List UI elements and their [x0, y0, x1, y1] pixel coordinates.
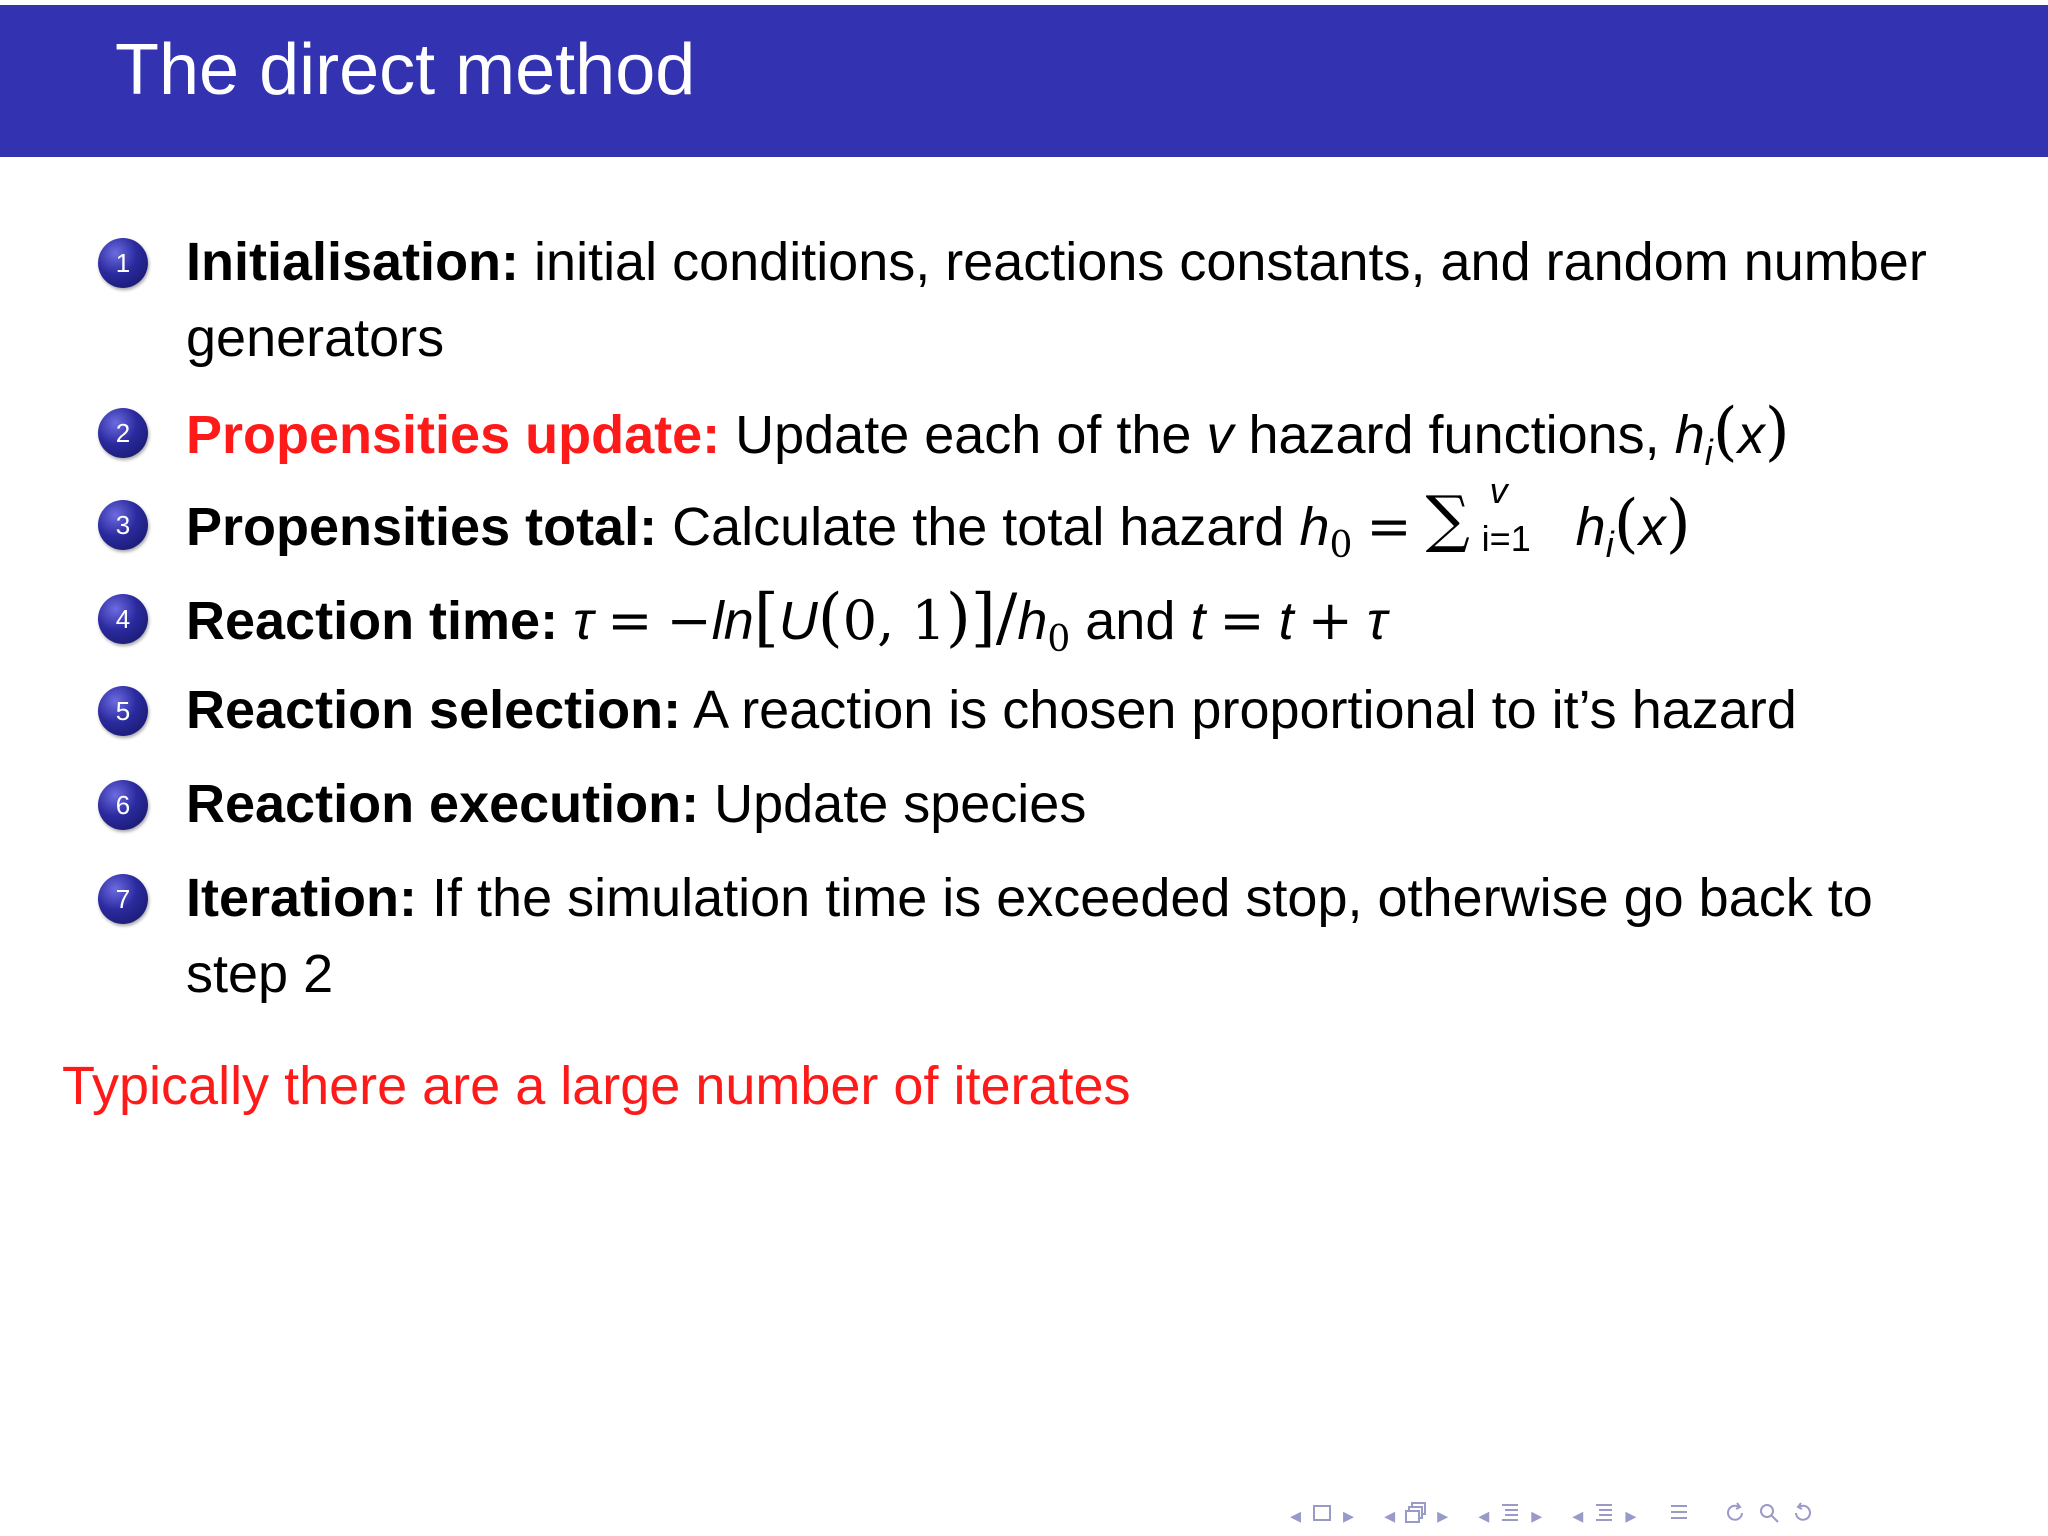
section-icon[interactable] — [1497, 1500, 1523, 1532]
math-bracket: [ — [753, 581, 779, 655]
math-variable: h — [1575, 497, 1606, 557]
math-subscript: i — [1704, 432, 1713, 473]
step-label: Reaction execution: — [186, 774, 700, 834]
step-text — [186, 766, 1986, 842]
step-description: If the simulation time is exceeded stop, otherwise go back to — [417, 868, 1873, 928]
search-icon[interactable] — [1756, 1500, 1782, 1532]
math-subscript: 0 — [1329, 525, 1353, 566]
step-description: initial conditions, reactions constants, and random number — [519, 232, 1927, 292]
math-variable: τ — [573, 591, 594, 651]
step-text — [186, 394, 1986, 473]
step-text — [186, 860, 1986, 936]
step-number-badge: 6 — [98, 780, 148, 830]
math-paren: ( — [1712, 395, 1738, 469]
section-list-icon[interactable] — [1591, 1500, 1617, 1532]
step-label-highlighted: Propensities update: — [186, 405, 721, 465]
step-text — [186, 672, 1986, 748]
step-label: Reaction selection: — [186, 680, 682, 740]
arrow-right-icon[interactable]: ▸ — [1437, 1503, 1449, 1528]
math-subscript: i — [1605, 524, 1614, 565]
step-text — [186, 224, 1986, 300]
step-text — [186, 580, 1986, 659]
arrow-left-icon[interactable]: ◂ — [1572, 1503, 1584, 1528]
step-description: Update species — [699, 774, 1087, 834]
step-description-line2: step 2 — [186, 944, 334, 1004]
step-description: Update each of the — [720, 405, 1207, 465]
math-variable: h — [1299, 497, 1330, 557]
math-paren: ) — [945, 581, 971, 655]
step-text — [186, 470, 1986, 566]
math-bracket: ] — [970, 581, 996, 655]
math-variable: U — [778, 591, 818, 651]
step-description-line2: generators — [186, 308, 445, 368]
toc-icon[interactable] — [1666, 1500, 1692, 1532]
math-variable: x — [1737, 405, 1765, 465]
beamer-navigation-bar — [1290, 1498, 1816, 1534]
math-variable: x — [1638, 497, 1666, 557]
redo-icon[interactable] — [1790, 1500, 1816, 1532]
step-label: Reaction time: — [186, 591, 559, 651]
slide-header — [0, 5, 2048, 157]
step-label: Propensities total: — [186, 497, 658, 557]
step-number-badge: 4 — [98, 594, 148, 644]
step-text-continued — [186, 300, 1986, 376]
math-operator: = — [1219, 589, 1265, 652]
arrow-left-icon[interactable]: ◂ — [1384, 1503, 1396, 1528]
alert-note: Typically there are a large number of iterates — [62, 1056, 1131, 1116]
math-subscript: 0 — [1047, 619, 1071, 660]
math-variable: τ — [1366, 591, 1388, 651]
step-number-badge: 2 — [98, 408, 148, 458]
frame-icon[interactable] — [1309, 1500, 1335, 1532]
math-operator: = — [607, 589, 653, 652]
arrow-left-icon[interactable]: ◂ — [1478, 1503, 1490, 1528]
math-operator: = — [1366, 495, 1412, 558]
step-number-badge: 3 — [98, 500, 148, 550]
sum-symbol: ∑ — [1425, 482, 1470, 555]
slide-title: The direct method — [115, 30, 696, 110]
math-variable: h — [1674, 405, 1705, 465]
step-label: Iteration: — [186, 868, 418, 928]
math-operator: − — [666, 589, 712, 652]
math-variable: t — [1278, 591, 1294, 651]
step-text-continued — [186, 936, 1986, 1012]
step-description-cont: hazard functions, — [1233, 405, 1675, 465]
math-operator: + — [1307, 589, 1353, 652]
math-arguments: 0, 1 — [842, 589, 946, 652]
math-function: ln — [711, 591, 754, 651]
math-paren: ) — [1665, 487, 1691, 561]
subsection-icon[interactable] — [1403, 1500, 1429, 1532]
step-number-badge: 5 — [98, 686, 148, 736]
step-description: A reaction is chosen proportional to it’s hazard — [681, 680, 1797, 740]
math-paren: ( — [817, 581, 843, 655]
sum-lower-limit: i=1 — [1481, 518, 1531, 559]
step-number-badge: 1 — [98, 238, 148, 288]
step-connector: and — [1070, 591, 1191, 651]
math-paren: ( — [1613, 487, 1639, 561]
math-variable: v — [1206, 405, 1234, 465]
step-label: Initialisation: — [186, 232, 520, 292]
arrow-right-icon[interactable]: ▸ — [1531, 1503, 1543, 1528]
arrow-left-icon[interactable]: ◂ — [1290, 1503, 1302, 1528]
math-operator: / — [995, 581, 1018, 655]
math-variable: t — [1190, 591, 1206, 651]
arrow-right-icon[interactable]: ▸ — [1343, 1503, 1355, 1528]
math-paren: ) — [1764, 395, 1790, 469]
undo-icon[interactable] — [1722, 1500, 1748, 1532]
sum-upper-limit: v — [1489, 470, 1508, 511]
arrow-right-icon[interactable]: ▸ — [1625, 1503, 1637, 1528]
step-number-badge: 7 — [98, 874, 148, 924]
math-variable: h — [1017, 591, 1048, 651]
step-description: Calculate the total hazard — [657, 497, 1300, 557]
math-sum — [1425, 470, 1576, 559]
